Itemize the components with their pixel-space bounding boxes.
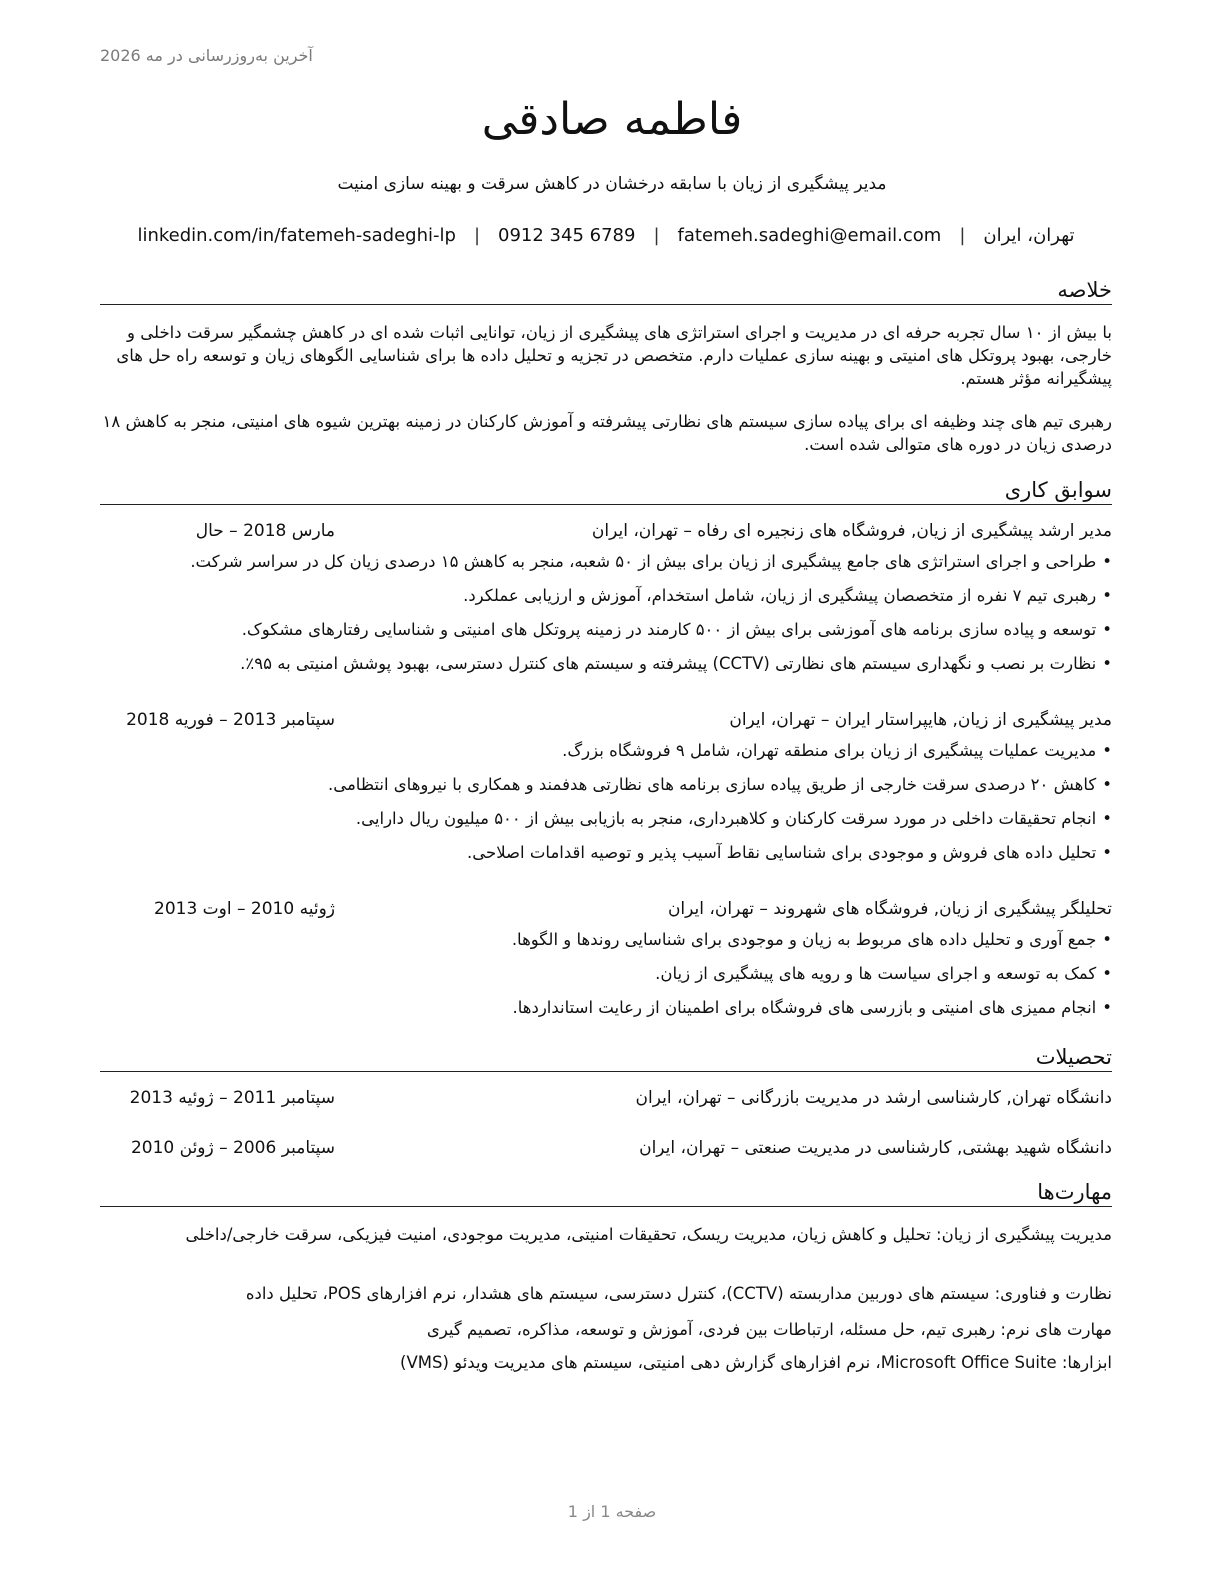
job-heading-row <box>100 519 1112 543</box>
list-item <box>100 996 1112 1030</box>
section-title-education: تحصیلات <box>100 1043 1112 1072</box>
section-title-summary: خلاصه <box>100 276 1112 305</box>
skill-line: ابزارها: Microsoft Office Suite، نرم افزارهای گزارش دهی امنیتی، سیستم های مدیریت ویدئو (VMS) <box>400 1353 1112 1372</box>
job-title: مدیر پیشگیری از زیان, هایپراستار ایران – تهران، ایران <box>729 710 1112 730</box>
contact-line <box>100 223 1112 249</box>
skill-line: نظارت و فناوری: سیستم های دوربین مداربسته (CCTV)، کنترل دسترسی، سیستم های هشدار، نرم افزارهای POS، تحلیل داده <box>245 1284 1112 1303</box>
bullet-text: توسعه و پیاده سازی برنامه های آموزشی برای بیش از ۵۰۰ کارمند در زمینه پروتکل های امنیتی و شناسایی رفتارهای مشکوک. <box>241 620 1097 639</box>
bullet-icon: • <box>1102 843 1112 862</box>
education-title: دانشگاه تهران, کارشناسی ارشد در مدیریت بازرگانی – تهران، ایران <box>635 1088 1112 1108</box>
education-row <box>100 1136 1112 1160</box>
education-row <box>100 1086 1112 1110</box>
contact-separator: | <box>473 225 481 246</box>
job-bullets <box>100 550 1112 686</box>
job-heading-row <box>100 708 1112 732</box>
bullet-text: طراحی و اجرای استراتژی های جامع پیشگیری از زیان برای بیش از ۵۰ شعبه، منجر به کاهش ۱۵ درصدی زیان کل در سراسر شرکت. <box>190 552 1097 571</box>
list-item <box>100 807 1112 841</box>
bullet-text: نظارت بر نصب و نگهداری سیستم های نظارتی (CCTV) پیشرفته و سیستم های کنترل دسترسی، بهبود پوشش امنیتی به ۹۵٪. <box>240 654 1097 673</box>
page-number: صفحه 1 از 1 <box>567 1502 657 1521</box>
bullet-icon: • <box>1102 620 1112 639</box>
bullet-text: رهبری تیم ۷ نفره از متخصصان پیشگیری از زیان، شامل استخدام، آموزش و ارزیابی عملکرد. <box>463 586 1097 605</box>
bullet-text: کاهش ۲۰ درصدی سرقت خارجی از طریق پیاده سازی برنامه های نظارتی هدفمند و همکاری با نیروهای انتظامی. <box>327 775 1097 794</box>
list-item <box>100 584 1112 618</box>
contact-email[interactable]: fatemeh.sadeghi@email.com <box>677 225 942 246</box>
job-bullets <box>100 739 1112 875</box>
job-dates: مارس 2018 – حال <box>195 521 335 541</box>
job-title: تحلیلگر پیشگیری از زیان, فروشگاه های شهروند – تهران، ایران <box>667 899 1112 919</box>
bullet-text: مدیریت عملیات پیشگیری از زیان برای منطقه تهران، شامل ۹ فروشگاه بزرگ. <box>562 741 1097 760</box>
contact-linkedin[interactable]: linkedin.com/in/fatemeh-sadeghi-lp <box>137 225 456 246</box>
contact-separator: | <box>653 225 660 246</box>
job-heading-row <box>100 897 1112 921</box>
education-dates: سپتامبر 2011 – ژوئیه 2013 <box>129 1088 335 1108</box>
bullet-icon: • <box>1102 998 1112 1017</box>
section-title-experience: سوابق کاری <box>100 476 1112 505</box>
candidate-name: فاطمه صادقی <box>481 94 743 145</box>
summary-paragraph: رهبری تیم های چند وظیفه ای برای پیاده سازی سیستم های نظارتی پیشرفته و آموزش کارکنان در زمینه بهترین شیوه های امنیتی، منجر به کاهش ۱۸ درصدی زیان در دوره های متوالی شده است. <box>102 412 1112 454</box>
list-item <box>100 652 1112 686</box>
education-dates: سپتامبر 2006 – ژوئن 2010 <box>130 1138 335 1158</box>
bullet-icon: • <box>1102 552 1112 571</box>
contact-phone[interactable]: 0912 345 6789 <box>498 225 636 246</box>
last-updated: آخرین به‌روزرسانی در مه 2026 <box>100 46 313 65</box>
job-title: مدیر ارشد پیشگیری از زیان, فروشگاه های زنجیره ای رفاه – تهران، ایران <box>591 521 1112 541</box>
bullet-text: کمک به توسعه و اجرای سیاست ها و رویه های پیشگیری از زیان. <box>655 964 1097 983</box>
bullet-text: جمع آوری و تحلیل داده های مربوط به زیان و موجودی برای شناسایی روندها و الگوها. <box>511 930 1097 949</box>
section-title-skills: مهارت‌ها <box>100 1178 1112 1207</box>
job-bullets <box>100 928 1112 1030</box>
bullet-icon: • <box>1102 964 1112 983</box>
job-dates: ژوئیه 2010 – اوت 2013 <box>154 899 335 919</box>
list-item <box>100 962 1112 996</box>
list-item <box>100 773 1112 807</box>
list-item <box>100 928 1112 962</box>
bullet-text: تحلیل داده های فروش و موجودی برای شناسایی نقاط آسیب پذیر و توصیه اقدامات اصلاحی. <box>467 843 1097 862</box>
skill-line: مدیریت پیشگیری از زیان: تحلیل و کاهش زیان، مدیریت ریسک، تحقیقات امنیتی، مدیریت موجودی، امنیت فیزیکی، سرقت خارجی/داخلی <box>185 1225 1112 1244</box>
bullet-icon: • <box>1102 775 1112 794</box>
bullet-icon: • <box>1102 741 1112 760</box>
contact-location: تهران، ایران <box>983 225 1075 246</box>
list-item <box>100 550 1112 584</box>
list-item <box>100 618 1112 652</box>
contact-separator: | <box>959 225 966 246</box>
bullet-icon: • <box>1102 930 1112 949</box>
list-item <box>100 841 1112 875</box>
education-title: دانشگاه شهید بهشتی, کارشناسی در مدیریت صنعتی – تهران، ایران <box>639 1138 1112 1158</box>
bullet-icon: • <box>1102 809 1112 828</box>
bullet-icon: • <box>1102 654 1112 673</box>
job-dates: سپتامبر 2013 – فوریه 2018 <box>126 710 335 730</box>
bullet-text: انجام تحقیقات داخلی در مورد سرقت کارکنان و کلاهبرداری، منجر به بازیابی بیش از ۵۰۰ میلیون ریال دارایی. <box>355 809 1097 828</box>
list-item <box>100 739 1112 773</box>
candidate-tagline: مدیر پیشگیری از زیان با سابقه درخشان در کاهش سرقت و بهینه سازی امنیت <box>337 174 887 194</box>
summary-paragraph: با بیش از ۱۰ سال تجربه حرفه ای در مدیریت و اجرای استراتژی های پیشگیری از زیان، توانایی اثبات شده ای در کاهش چشمگیر سرقت داخلی و خارجی، بهبود پروتکل های امنیتی و بهینه سازی عملیات دارم. متخصص در تجزیه و تحلیل داده ها برای شناسایی الگوهای زیان و توسعه راه حل های پیشگیرانه مؤثر هستم. <box>116 323 1112 388</box>
bullet-icon: • <box>1102 586 1112 605</box>
skill-line: مهارت های نرم: رهبری تیم، حل مسئله، ارتباطات بین فردی، آموزش و توسعه، مذاکره، تصمیم گیری <box>426 1320 1112 1339</box>
bullet-text: انجام ممیزی های امنیتی و بازرسی های فروشگاه برای اطمینان از رعایت استانداردها. <box>512 998 1097 1017</box>
